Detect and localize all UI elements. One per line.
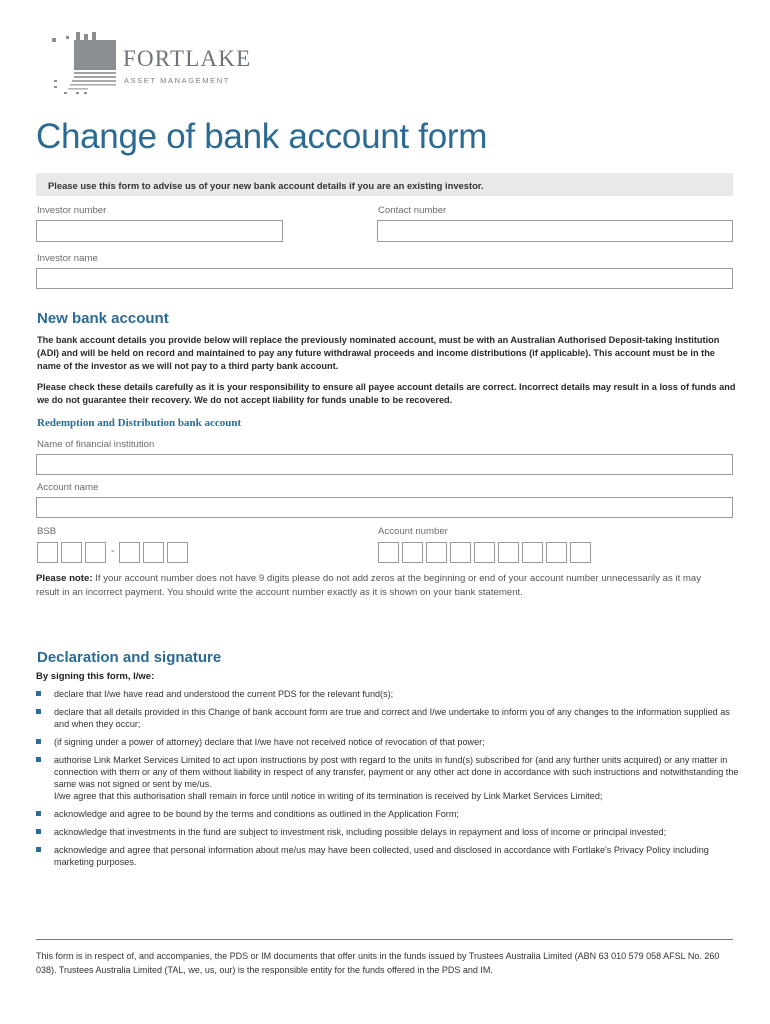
account-digit-8[interactable] xyxy=(546,542,567,563)
bsb-digit-3[interactable] xyxy=(85,542,106,563)
bsb-label: BSB xyxy=(37,526,57,537)
logo-subtitle: ASSET MANAGEMENT xyxy=(124,76,230,85)
investor-name-label: Investor name xyxy=(37,253,98,264)
institution-field[interactable] xyxy=(36,454,733,475)
bsb-digit-4[interactable] xyxy=(119,542,140,563)
contact-number-label: Contact number xyxy=(378,205,447,216)
investor-number-field[interactable] xyxy=(36,220,283,242)
redemption-subheading: Redemption and Distribution bank account xyxy=(37,417,242,429)
bsb-digit-1[interactable] xyxy=(37,542,58,563)
institution-label: Name of financial institution xyxy=(37,439,155,450)
note-lead: Please note: xyxy=(36,573,93,584)
declaration-item: acknowledge and agree that personal information about me/us may have been collected, used and disclosed in accordance with Fortlake's Privacy Policy including marketing purposes. xyxy=(36,844,741,868)
account-digit-5[interactable] xyxy=(474,542,495,563)
bullet-square-icon xyxy=(36,709,41,714)
account-digit-1[interactable] xyxy=(378,542,399,563)
account-digit-7[interactable] xyxy=(522,542,543,563)
bsb-separator: - xyxy=(111,545,115,557)
bsb-digit-5[interactable] xyxy=(143,542,164,563)
account-number-note xyxy=(36,572,716,599)
intro-text: Please use this form to advise us of your new bank account details if you are an existing investor. xyxy=(48,180,484,191)
footer-text: This form is in respect of, and accompanies, the PDS or IM documents that offer units in the funds issued by Trustees Australia Limited (ABN 63 010 579 058 AFSL No. 260 038). Trustees Australia Limited (TAL, we, us, our) is the responsible entity for the funds offered in the PDS and IM. xyxy=(36,951,720,975)
declaration-item: authorise Link Market Services Limited to act upon instructions by post with regard to the units in fund(s) subscribed for (and any further units acquired) or any matter in connection with them or any of them without liability in respect of any transfer, payment or any other act done in accordance with such instructions and notwithstanding the same was not signed or sent by me/us. I/we agree that this authorisation shall remain in force until notice in writing of its termination is received by Link Market Services Limited; xyxy=(36,754,741,802)
logo-wordmark: FORTLAKE xyxy=(123,46,252,71)
declaration-item: acknowledge that investments in the fund are subject to investment risk, including possible delays in repayment and loss of income or principal invested; xyxy=(36,826,741,838)
declaration-item: (if signing under a power of attorney) declare that I/we have not received notice of revocation of that power; xyxy=(36,736,741,748)
investor-number-label: Investor number xyxy=(37,205,107,216)
declaration-continuation: I/we agree that this authorisation shall remain in force until notice in writing of its termination is received by Link Market Services Limited; xyxy=(54,791,603,801)
note-text: If your account number does not have 9 digits please do not add zeros at the beginning or end of your account number unnecessarily as it may result in an incorrect payment. You should write the account number exactly as it is shown on your bank statement. xyxy=(36,573,702,598)
new-bank-account-heading: New bank account xyxy=(37,310,169,327)
page-title: Change of bank account form xyxy=(36,117,488,156)
footer-divider xyxy=(36,939,733,940)
account-name-label: Account name xyxy=(37,482,99,493)
account-digit-2[interactable] xyxy=(402,542,423,563)
bullet-square-icon xyxy=(36,691,41,696)
declaration-heading: Declaration and signature xyxy=(37,649,222,666)
account-number-label: Account number xyxy=(378,526,448,537)
account-name-field[interactable] xyxy=(36,497,733,518)
bsb-digit-2[interactable] xyxy=(61,542,82,563)
bsb-digit-6[interactable] xyxy=(167,542,188,563)
new-bank-paragraph-2: Please check these details carefully as it is your responsibility to ensure all payee account details are correct. Incorrect details may result in a loss of funds and we do not guarantee their recovery. We do not accept liability for funds unable to be recovered. xyxy=(37,382,736,405)
declaration-lead: By signing this form, I/we: xyxy=(36,671,155,682)
bullet-square-icon xyxy=(36,757,41,762)
bullet-square-icon xyxy=(36,847,41,852)
declaration-item: declare that I/we have read and understood the current PDS for the relevant fund(s); xyxy=(36,688,741,700)
bullet-square-icon xyxy=(36,811,41,816)
contact-number-field[interactable] xyxy=(377,220,733,242)
declaration-list xyxy=(36,688,741,874)
declaration-item: declare that all details provided in this Change of bank account form are true and correct and I/we undertake to inform you of any changes to the information supplied as and when they occur; xyxy=(36,706,741,730)
investor-name-field[interactable] xyxy=(36,268,733,289)
declaration-item: acknowledge and agree to be bound by the terms and conditions as outlined in the Application Form; xyxy=(36,808,741,820)
bullet-square-icon xyxy=(36,739,41,744)
account-digit-6[interactable] xyxy=(498,542,519,563)
account-digit-4[interactable] xyxy=(450,542,471,563)
account-digit-3[interactable] xyxy=(426,542,447,563)
bullet-square-icon xyxy=(36,829,41,834)
account-digit-9[interactable] xyxy=(570,542,591,563)
new-bank-paragraph-1: The bank account details you provide below will replace the previously nominated account, must be with an Australian Authorised Deposit-taking Institution (ADI) and will be held on record and maintained to pay any future withdrawal proceeds and income distributions (if applicable). This account must be in the name of the investor as we will not pay to a third party bank account. xyxy=(37,335,720,371)
